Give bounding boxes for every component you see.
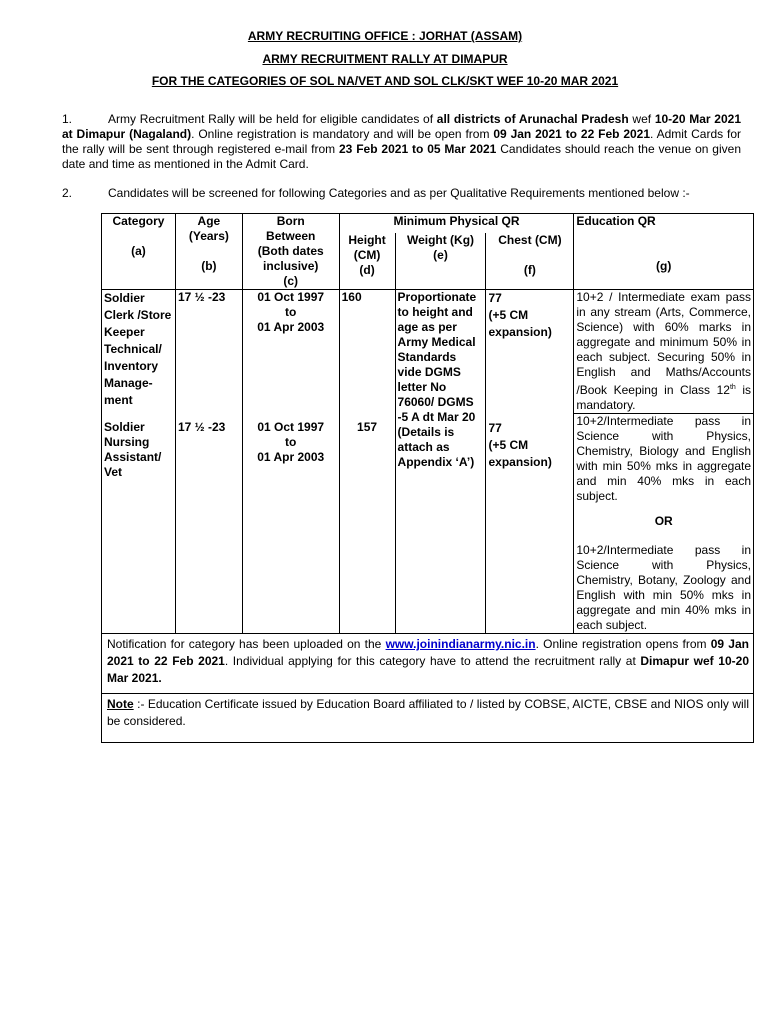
header-min-physical: Minimum Physical QR [339,214,574,233]
paragraph-1-number: 1. [62,112,73,126]
heading-rally: ARMY RECRUITMENT RALLY AT DIMAPUR [262,52,508,66]
row1-category: Soldier Clerk /Store Keeper Technical/ Inventory Manage- ment [102,290,176,414]
row2-category: Soldier Nursing Assistant/ Vet [102,414,176,634]
row1-born: 01 Oct 1997 to 01 Apr 2003 [242,290,339,414]
row2-born: 01 Oct 1997 to 01 Apr 2003 [242,414,339,634]
header-born: Born Between (Both dates inclusive) (c) [242,214,339,290]
row2-education [574,414,754,634]
note-text: :- Education Certificate issued by Education Board affiliated to / listed by COBSE, AICTE, CBSE and NIOS only will be considered. [107,697,749,728]
paragraph-2-text: Candidates will be screened for following Categories and as per Qualitative Requirements mentioned below :- [108,186,690,200]
row2-age: 17 ½ -23 [175,414,242,634]
note-label: Note [107,697,134,711]
table-header-row [102,214,754,233]
weight-cell: Proportionate to height and age as per Army Medical Standards vide DGMS letter No 76060/ DGMS -5 A dt Mar 20 (Details is attach as Appendix ‘A’) [395,290,486,634]
notification-row [102,634,754,694]
heading-categories: FOR THE CATEGORIES OF SOL NA/VET AND SOL CLK/SKT WEF 10-20 MAR 2021 [151,74,619,88]
row2-chest: 77 (+5 CM expansion) [486,414,574,634]
note-cell [102,694,754,743]
notification-cell: Notification for category has been uploaded on the www.joinindianarmy.nic.in. Online registration opens from 09 Jan 2021 to 22 Feb 2021. Individual applying for this category have to attend the recruitment rally at Dimapur wef 10-20 Mar 2021. [102,634,754,694]
row1-height: 160 [339,290,395,414]
paragraph-1 [62,112,741,172]
row1-age: 17 ½ -23 [175,290,242,414]
row1-education: 10+2 / Intermediate exam pass in any stream (Arts, Commerce, Science) with 60% marks in aggregate and minimum 50% in each subject. Securing 50% in English and Maths/Accounts /Book Keeping in Class 12th is mandatory. [574,290,754,414]
table-row-clerk [102,290,754,414]
header-weight: Weight (Kg) (e) [395,233,486,290]
qualitative-requirements-table [101,213,754,743]
header-chest: Chest (CM) (f) [486,233,574,290]
note-row [102,694,754,743]
header-education: Education QR (g) [574,214,754,290]
header-age: Age (Years) (b) [175,214,242,290]
row2-education-option-2: 10+2/Intermediate pass in Science with Physics, Chemistry, Botany, Zoology and English with min 50% mks in aggregate and min 40% mks in each subject. [576,543,751,632]
row2-height: 157 [339,414,395,634]
paragraph-2 [62,186,690,200]
row1-chest: 77 (+5 CM expansion) [486,290,574,414]
paragraph-2-number: 2. [62,186,73,200]
heading-office: ARMY RECRUITING OFFICE : JORHAT (ASSAM) [247,29,523,43]
paragraph-1-text: Army Recruitment Rally will be held for eligible candidates of all districts of Arunachal Pradesh wef 10-20 Mar 2021 at Dimapur (Nagaland). Online registration is mandatory and will be open from 09 Jan 2021 to 22 Feb 2021. Admit Cards for the rally will be sent through registered e-mail from 23 Feb 2021 to 05 Mar 2021 Candidates should reach the venue on given date and time as mentioned in the Admit Card. [62,112,742,171]
header-height: Height (CM) (d) [339,233,395,290]
row2-education-or: OR [654,514,673,528]
header-category: Category (a) [102,214,176,290]
row2-education-option-1: 10+2/Intermediate pass in Science with Physics, Chemistry, Biology and English with min 50% mks in aggregate and min 40% mks in each subject. [576,414,751,503]
join-indian-army-link[interactable]: www.joinindianarmy.nic.in [385,637,536,651]
